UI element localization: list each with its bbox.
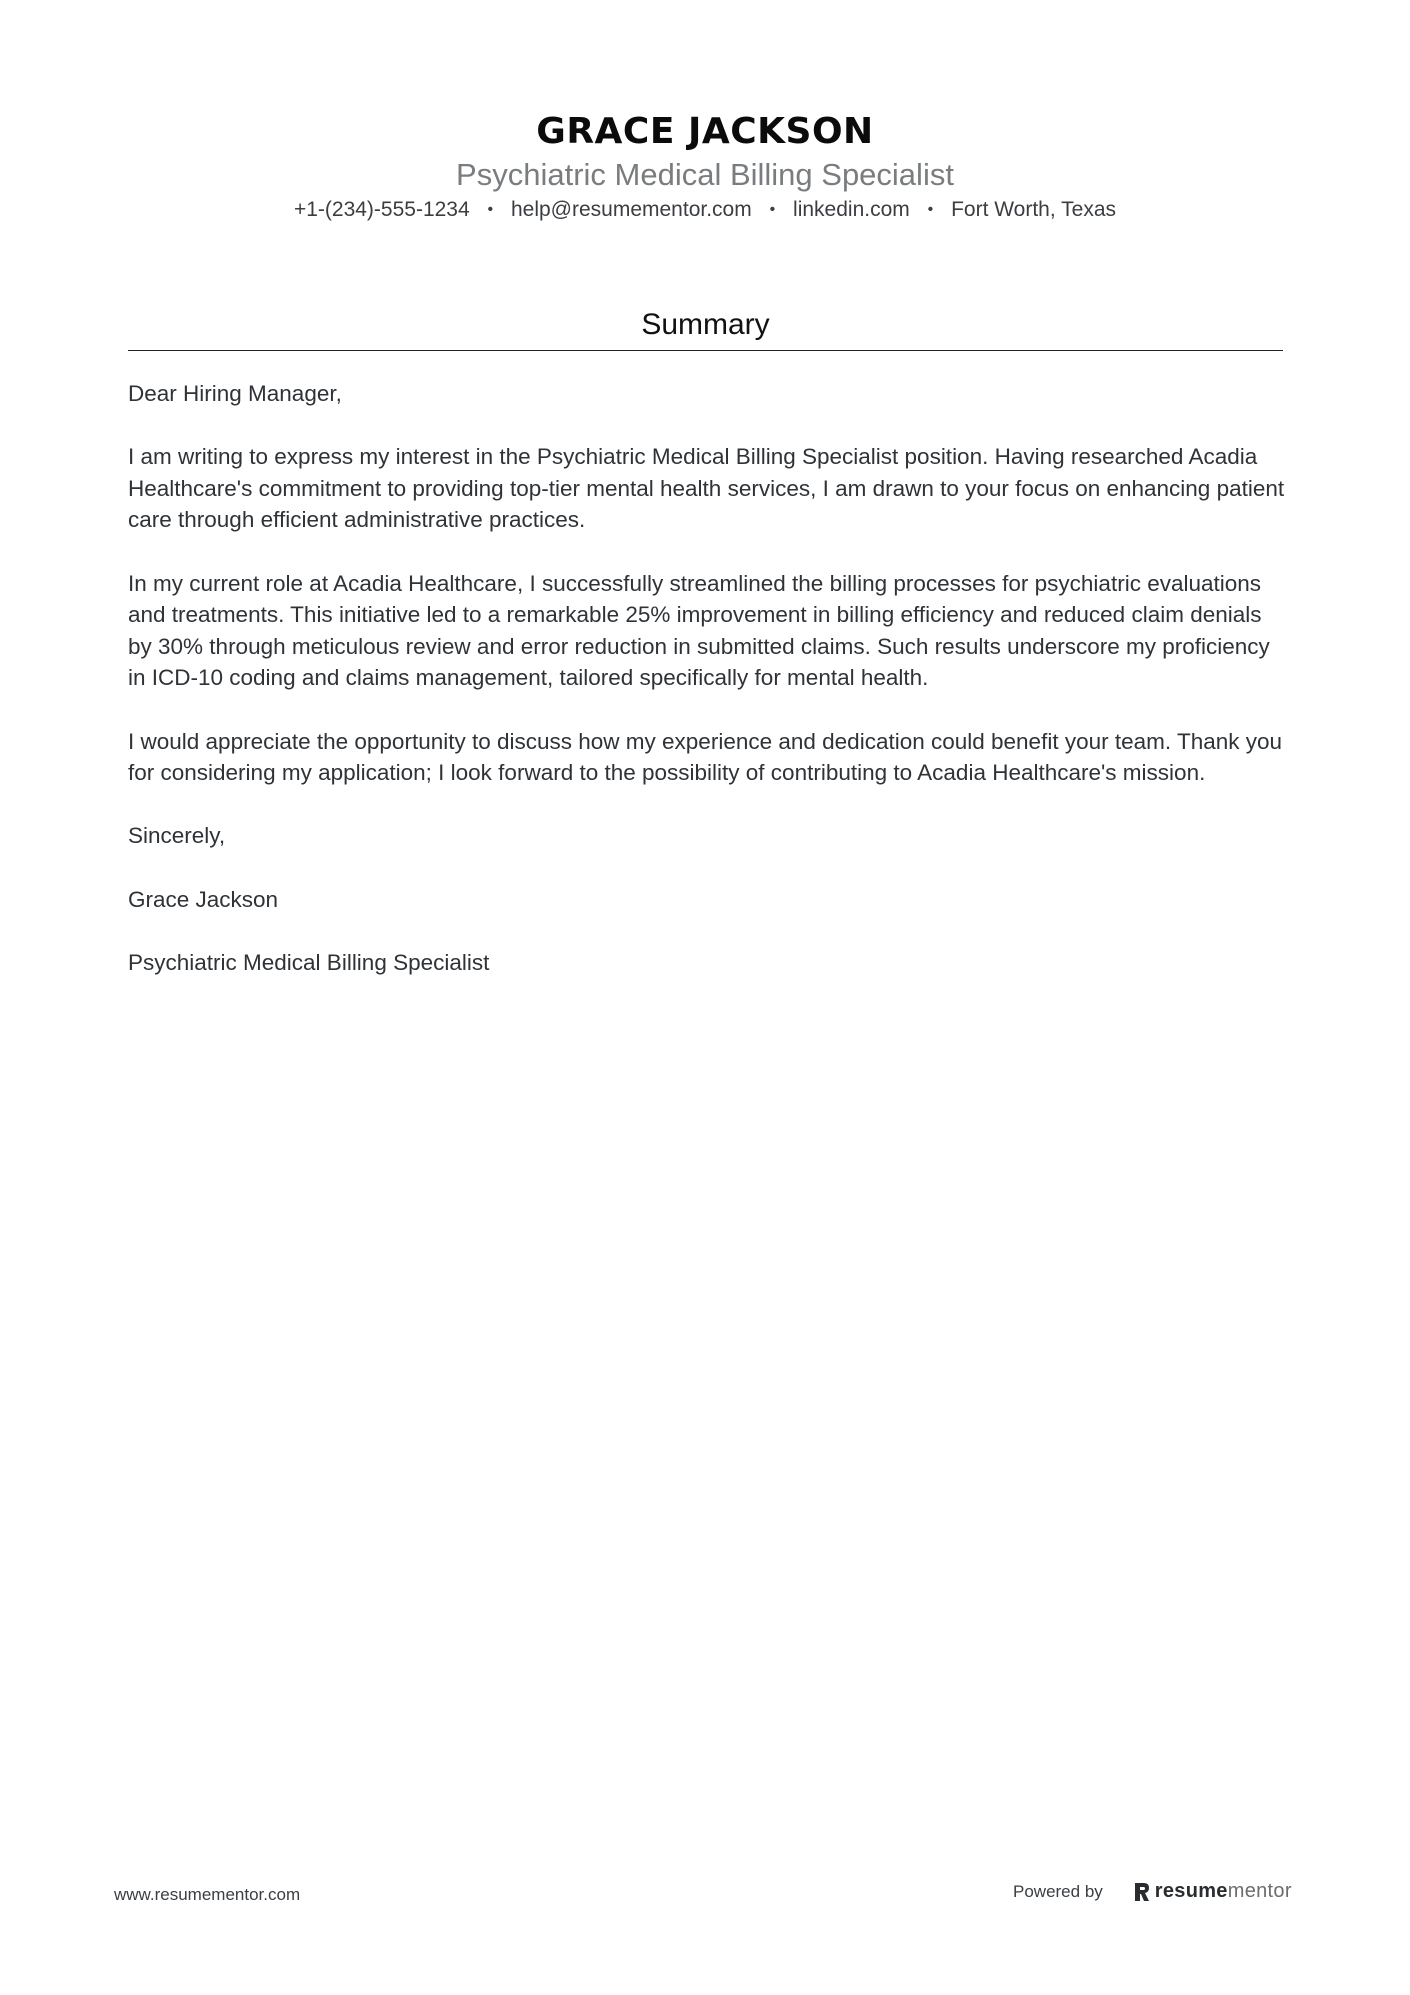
signature-name: Grace Jackson [128,886,279,912]
footer-website[interactable]: www.resumementor.com [114,1885,301,1904]
letter-header [0,110,1410,224]
footer-branding [1013,1880,1292,1903]
applicant-role: Psychiatric Medical Billing Specialist [456,157,954,192]
brand-wordmark [1155,1880,1292,1903]
letter-paragraph: I am writing to express my interest in the Psychiatric Medical Billing Specialist position. Having researched Acadia Healthcare's commitment to providing top-tier mental health services, I am drawn to your focus on enhancing patient care through efficient administrative practices. [128,444,1285,533]
brand-wordmark-bold: resume [1154,1880,1228,1902]
letter-closing: Sincerely, [128,823,226,849]
brand-logo[interactable] [1133,1880,1292,1903]
letter-greeting: Dear Hiring Manager, [128,381,342,406]
letter-body [128,378,1288,1010]
brand-wordmark-light: mentor [1227,1880,1292,1902]
applicant-name: GRACE JACKSON [536,111,874,152]
contact-linkedin[interactable]: linkedin.com [793,198,910,221]
contact-separator: • [927,201,934,218]
letter-paragraph: I would appreciate the opportunity to discuss how my experience and dedication could benefit your team. Thank you for considering my application; I look forward to the possibility of contributing to Acadia Healthcare's mission. [128,728,1283,786]
section-title: Summary [641,308,770,341]
contact-separator: • [487,201,494,218]
powered-by-label: Powered by [1013,1881,1103,1901]
signature-title: Psychiatric Medical Billing Specialist [128,949,490,975]
contact-location: Fort Worth, Texas [951,198,1117,221]
contact-line [0,196,1410,224]
contact-email[interactable]: help@resumementor.com [510,198,752,221]
resumementor-logo-icon [1133,1882,1151,1902]
contact-phone: +1-(234)-555-1234 [293,198,470,221]
contact-separator: • [769,201,776,218]
letter-paragraph: In my current role at Acadia Healthcare, I successfully streamlined the billing processes for psychiatric evaluations and treatments. This initiative led to a remarkable 25% improvement in billing efficiency and reduced claim denials by 30% through meticulous review and error reduction in submitted claims. Such results underscore my proficiency in ICD-10 coding and claims management, tailored specifically for mental health. [128,570,1270,691]
section-divider [128,350,1283,351]
